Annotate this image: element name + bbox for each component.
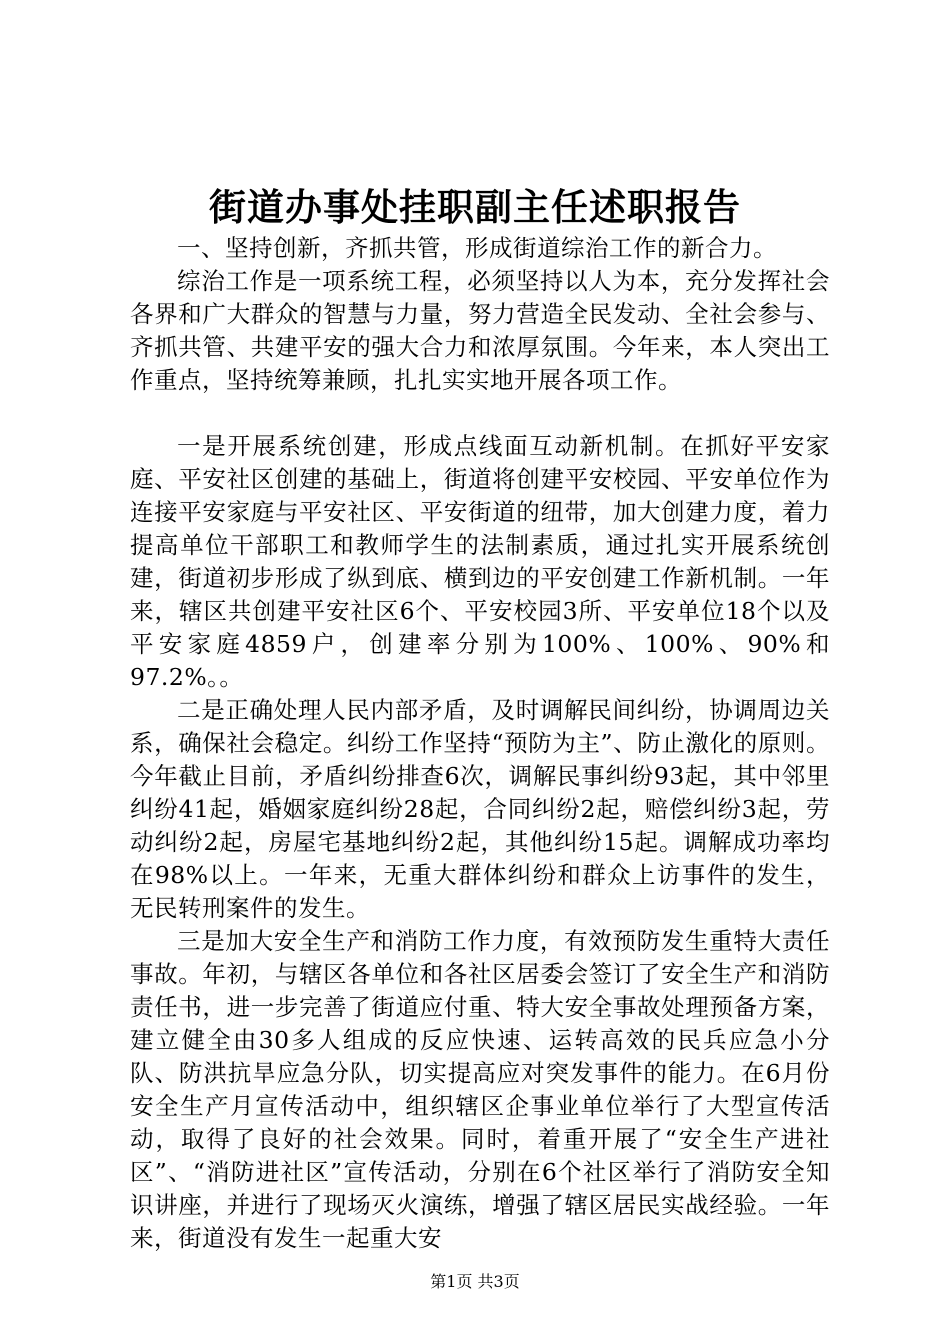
document-body xyxy=(130,232,830,1255)
paragraph-system-creation: 一是开展系统创建，形成点线面互动新机制。在抓好平安家庭、平安社区创建的基础上，街道将创建平安校园、平安单位作为连接平安家庭与平安社区、平安街道的纽带，加大创建力度，着力提高单位干部职工和教师学生的法制素质，通过扎实开展系统创建，街道初步形成了纵到底、横到边的平安创建工作新机制。一年来，辖区共创建平安社区6个、平安校园3所、平安单位18个以及平安家庭4859户，创建率分别为100%、100%、90%和97.2%。。 xyxy=(130,432,830,691)
paragraph-dispute-mediation: 二是正确处理人民内部矛盾，及时调解民间纠纷，协调周边关系，确保社会稳定。纠纷工作坚持“预防为主”、防止激化的原则。今年截止目前，矛盾纠纷排查6次，调解民事纠纷93起，其中邻里纠纷41起，婚姻家庭纠纷28起，合同纠纷2起，赔偿纠纷3起，劳动纠纷2起，房屋宅基地纠纷2起，其他纠纷15起。调解成功率均在98%以上。一年来，无重大群体纠纷和群众上访事件的发生，无民转刑案件的发生。 xyxy=(130,696,830,922)
page-footer: 第1页 共3页 xyxy=(430,1272,520,1291)
document-title: 街道办事处挂职副主任述职报告 xyxy=(209,185,741,229)
section-heading: 一、坚持创新，齐抓共管，形成街道综治工作的新合力。 xyxy=(177,234,777,262)
paragraph-intro: 综治工作是一项系统工程，必须坚持以人为本，充分发挥社会各界和广大群众的智慧与力量，努力营造全民发动、全社会参与、齐抓共管、共建平安的强大合力和浓厚氛围。今年来，本人突出工作重点，坚持统筹兼顾，扎扎实实地开展各项工作。 xyxy=(130,267,830,394)
paragraph-safety-production: 三是加大安全生产和消防工作力度，有效预防发生重特大责任事故。年初，与辖区各单位和各社区居委会签订了安全生产和消防责任书，进一步完善了街道应付重、特大安全事故处理预备方案，建立健全由30多人组成的反应快速、运转高效的民兵应急小分队、防洪抗旱应急分队，切实提高应对突发事件的能力。在6月份安全生产月宣传活动中，组织辖区企事业单位举行了大型宣传活动，取得了良好的社会效果。同时，着重开展了“安全生产进社区”、“消防进社区”宣传活动，分别在6个社区举行了消防安全知识讲座，并进行了现场灭火演练，增强了辖区居民实战经验。一年来，街道没有发生一起重大安 xyxy=(130,927,830,1252)
